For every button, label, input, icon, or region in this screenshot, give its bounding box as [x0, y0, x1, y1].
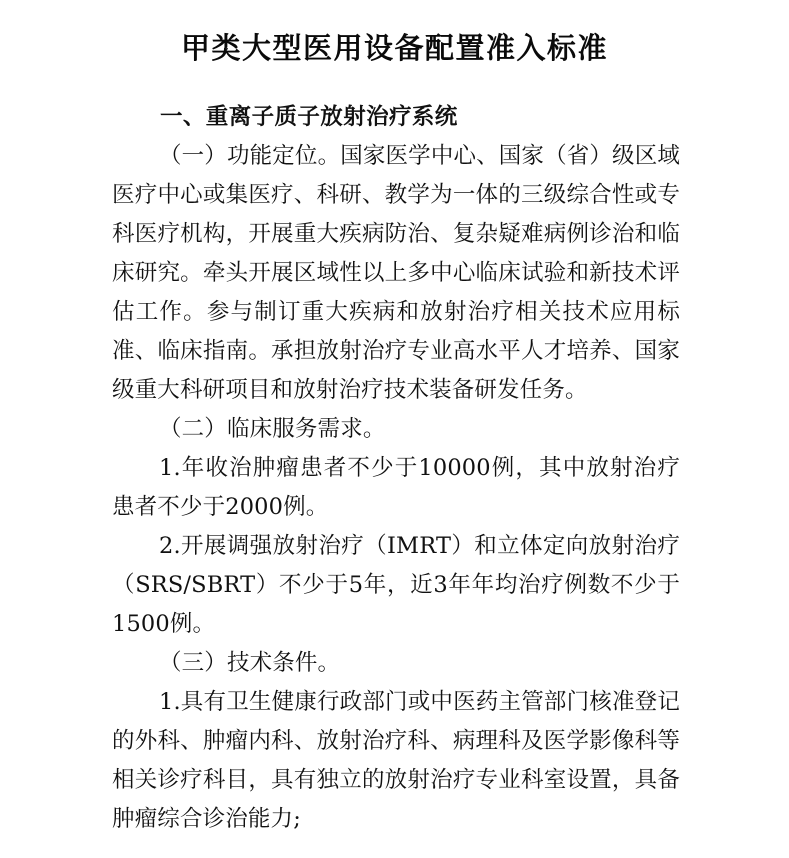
paragraph-clinical-item-1: 1.年收治肿瘤患者不少于10000例，其中放射治疗患者不少于2000例。 — [112, 455, 680, 520]
paragraph-function-positioning: （一）功能定位。国家医学中心、国家（省）级区域医疗中心或集医疗、科研、教学为一体的三级综合性或专科医疗机构，开展重大疾病防治、复杂疑难病例诊治和临床研究。牵头开展区域性以上多中心临床试验和新技术评估工作。参与制订重大疾病和放射治疗相关技术应用标准、临床指南。承担放射治疗专业高水平人才培养、国家级重大科研项目和放射治疗技术装备研发任务。 — [112, 143, 680, 403]
paragraph-technical-conditions-header: （三）技术条件。 — [159, 650, 341, 676]
page-title: 甲类大型医用设备配置准入标准 — [180, 31, 608, 66]
paragraph-clinical-item-2: 2.开展调强放射治疗（IMRT）和立体定向放射治疗（SRS/SBRT）不少于5年，近3年年均治疗例数不少于1500例。 — [112, 533, 680, 637]
document-body — [112, 98, 680, 839]
paragraph-clinical-service-demand-header: （二）临床服务需求。 — [159, 416, 386, 442]
paragraph-technical-item-1: 1.具有卫生健康行政部门或中医药主管部门核准登记的外科、肿瘤内科、放射治疗科、病理科及医学影像科等相关诊疗科目，具有独立的放射治疗专业科室设置，具备肿瘤综合诊治能力; — [112, 689, 680, 832]
section-heading-1: 一、重离子质子放射治疗系统 — [160, 104, 458, 130]
